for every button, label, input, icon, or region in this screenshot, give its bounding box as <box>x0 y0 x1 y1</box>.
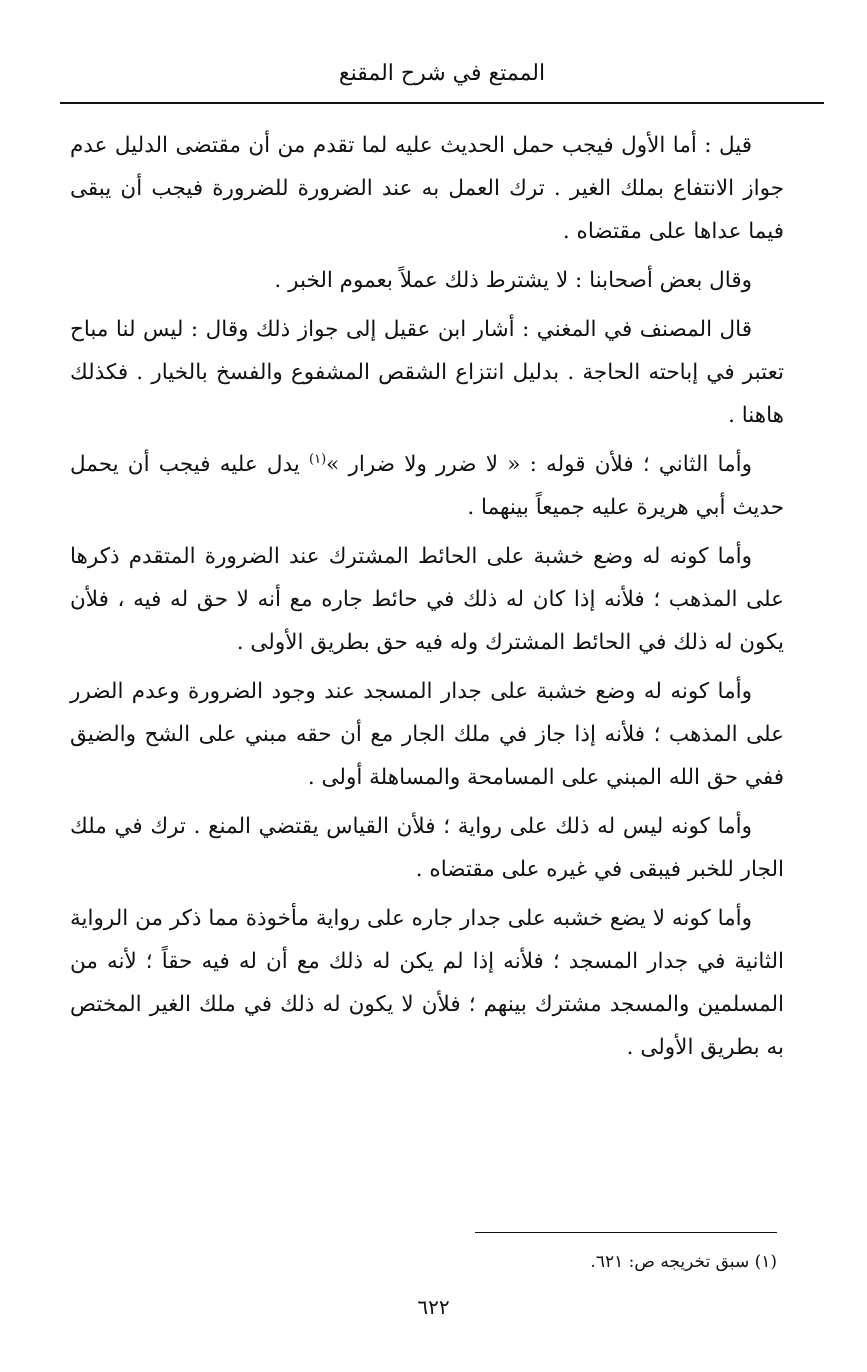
paragraph-1: قيل : أما الأول فيجب حمل الحديث عليه لما تقدم من أن مقتضى الدليل عدم جواز الانتفاع بملك الغير . ترك العمل به عند الضرورة للضرورة فيجب أن يبقى فيما عداها على مقتضاه . <box>70 133 784 244</box>
footnote-reference: (١) <box>309 451 327 467</box>
page-number: ٦٢٢ <box>417 1295 450 1319</box>
paragraph-2: وقال بعض أصحابنا : لا يشترط ذلك عملاً بعموم الخبر . <box>274 268 752 293</box>
paragraph-4-after: يدل عليه فيجب أن يحمل حديث أبي هريرة عليه جميعاً بينهما . <box>70 452 784 520</box>
paragraph-4 <box>70 443 784 529</box>
main-text <box>70 124 784 1075</box>
paragraph-6: وأما كونه له وضع خشبة على جدار المسجد عند وجود الضرورة وعدم الضرر على المذهب ؛ فلأنه إذا جاز في ملك الجار مع أن حقه مبني على الشح والضيق ففي حق الله المبني على المسامحة والمساهلة أولى . <box>70 679 784 790</box>
paragraph-8: وأما كونه لا يضع خشبه على جدار جاره على رواية مأخوذة مما ذكر من الرواية الثانية في جدار المسجد ؛ فلأنه إذا لم يكن له ذلك مع أن له فيه حقاً ؛ لأنه من المسلمين والمسجد مشترك بينهم ؛ فلأن لا يكون له ذلك في ملك الغير المختص به بطريق الأولى . <box>70 906 784 1060</box>
paragraph-3: قال المصنف في المغني : أشار ابن عقيل إلى جواز ذلك وقال : ليس لنا مباح تعتبر في إباحته الحاجة . بدليل انتزاع الشقص المشفوع والفسخ بالخيار . فكذلك هاهنا . <box>70 317 784 428</box>
header-rule <box>60 102 824 104</box>
paragraph-5: وأما كونه له وضع خشبة على الحائط المشترك عند الضرورة المتقدم ذكرها على المذهب ؛ فلأنه إذا كان له ذلك في حائط جاره مع أنه لا حق له فيه ، فلأن يكون له ذلك في الحائط المشترك وله فيه حق بطريق الأولى . <box>70 544 784 655</box>
paragraph-7: وأما كونه ليس له ذلك على رواية ؛ فلأن القياس يقتضي المنع . ترك في ملك الجار للخبر فيبقى في غيره على مقتضاه . <box>70 814 784 882</box>
footnote: (١) سبق تخريجه ص: ٦٢١. <box>590 1252 777 1272</box>
paragraph-4-before: وأما الثاني ؛ فلأن قوله : « لا ضرر ولا ضرار » <box>326 452 752 477</box>
running-head-title: الممتع في شرح المقنع <box>338 61 546 86</box>
footnote-rule <box>475 1232 777 1233</box>
